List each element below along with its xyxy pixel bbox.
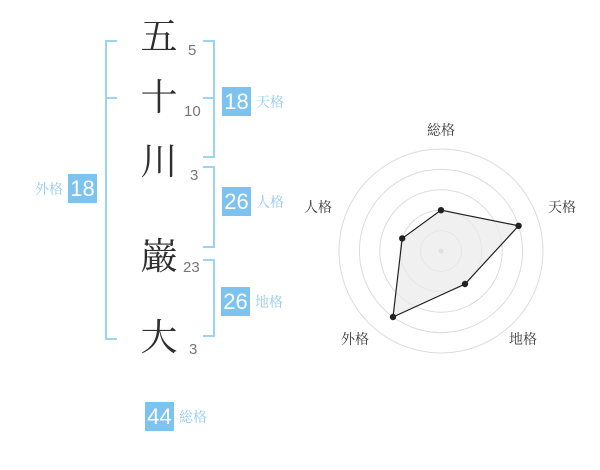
jinkaku-label: 人格	[256, 193, 284, 210]
radar-svg	[295, 105, 590, 365]
name-character-1: 五	[140, 16, 178, 57]
tenkaku-value: 18	[222, 87, 251, 116]
tenkaku-bracket	[213, 40, 215, 158]
stroke-count-3: 3	[190, 167, 199, 184]
stroke-count-2: 10	[184, 103, 201, 120]
name-character-5: 大	[140, 317, 178, 358]
radar-chart	[295, 105, 590, 365]
bracket-tick	[105, 338, 117, 340]
axis-label-soukaku: 総格	[427, 122, 455, 138]
bracket-tick	[203, 246, 215, 248]
radar-polygon	[393, 210, 519, 317]
axis-label-chikaku: 地格	[509, 331, 537, 347]
bracket-tick	[203, 156, 215, 158]
axis-label-jinkaku: 人格	[304, 199, 332, 215]
radar-vertex-dot	[462, 281, 468, 287]
gaikaku-label: 外格	[35, 180, 63, 197]
jinkaku-value: 26	[222, 187, 251, 216]
radar-vertex-dot	[390, 314, 396, 320]
bracket-tick	[105, 97, 117, 99]
radar-series	[390, 207, 522, 320]
name-character-3: 川	[140, 141, 178, 182]
soukaku-value: 44	[145, 402, 174, 431]
radar-vertex-dot	[399, 235, 405, 241]
name-character-2: 十	[140, 77, 178, 118]
gaikaku-badge	[35, 174, 97, 203]
gaikaku-bracket	[105, 40, 107, 340]
chikaku-label: 地格	[255, 293, 283, 310]
tenkaku-label: 天格	[256, 93, 284, 110]
bracket-tick	[203, 97, 215, 99]
name-character-4: 巌	[140, 236, 178, 277]
gaikaku-value: 18	[68, 174, 97, 203]
jinkaku-badge	[222, 187, 284, 216]
radar-vertex-dot	[438, 207, 444, 213]
chikaku-badge	[221, 287, 283, 316]
soukaku-label: 総格	[179, 408, 207, 425]
soukaku-badge	[145, 402, 207, 431]
bracket-tick	[203, 40, 215, 42]
stroke-count-1: 5	[188, 42, 197, 59]
bracket-tick	[203, 259, 215, 261]
jinkaku-bracket	[213, 166, 215, 248]
bracket-tick	[203, 335, 215, 337]
bracket-tick	[203, 166, 215, 168]
radar-vertex-dot	[515, 223, 521, 229]
bracket-tick	[105, 40, 117, 42]
axis-label-tenkaku: 天格	[548, 199, 576, 215]
chikaku-value: 26	[221, 287, 250, 316]
axis-label-gaikaku: 外格	[341, 331, 369, 347]
chikaku-bracket	[213, 259, 215, 337]
tenkaku-badge	[222, 87, 284, 116]
stroke-count-4: 23	[183, 259, 200, 276]
stroke-count-5: 3	[189, 341, 198, 358]
